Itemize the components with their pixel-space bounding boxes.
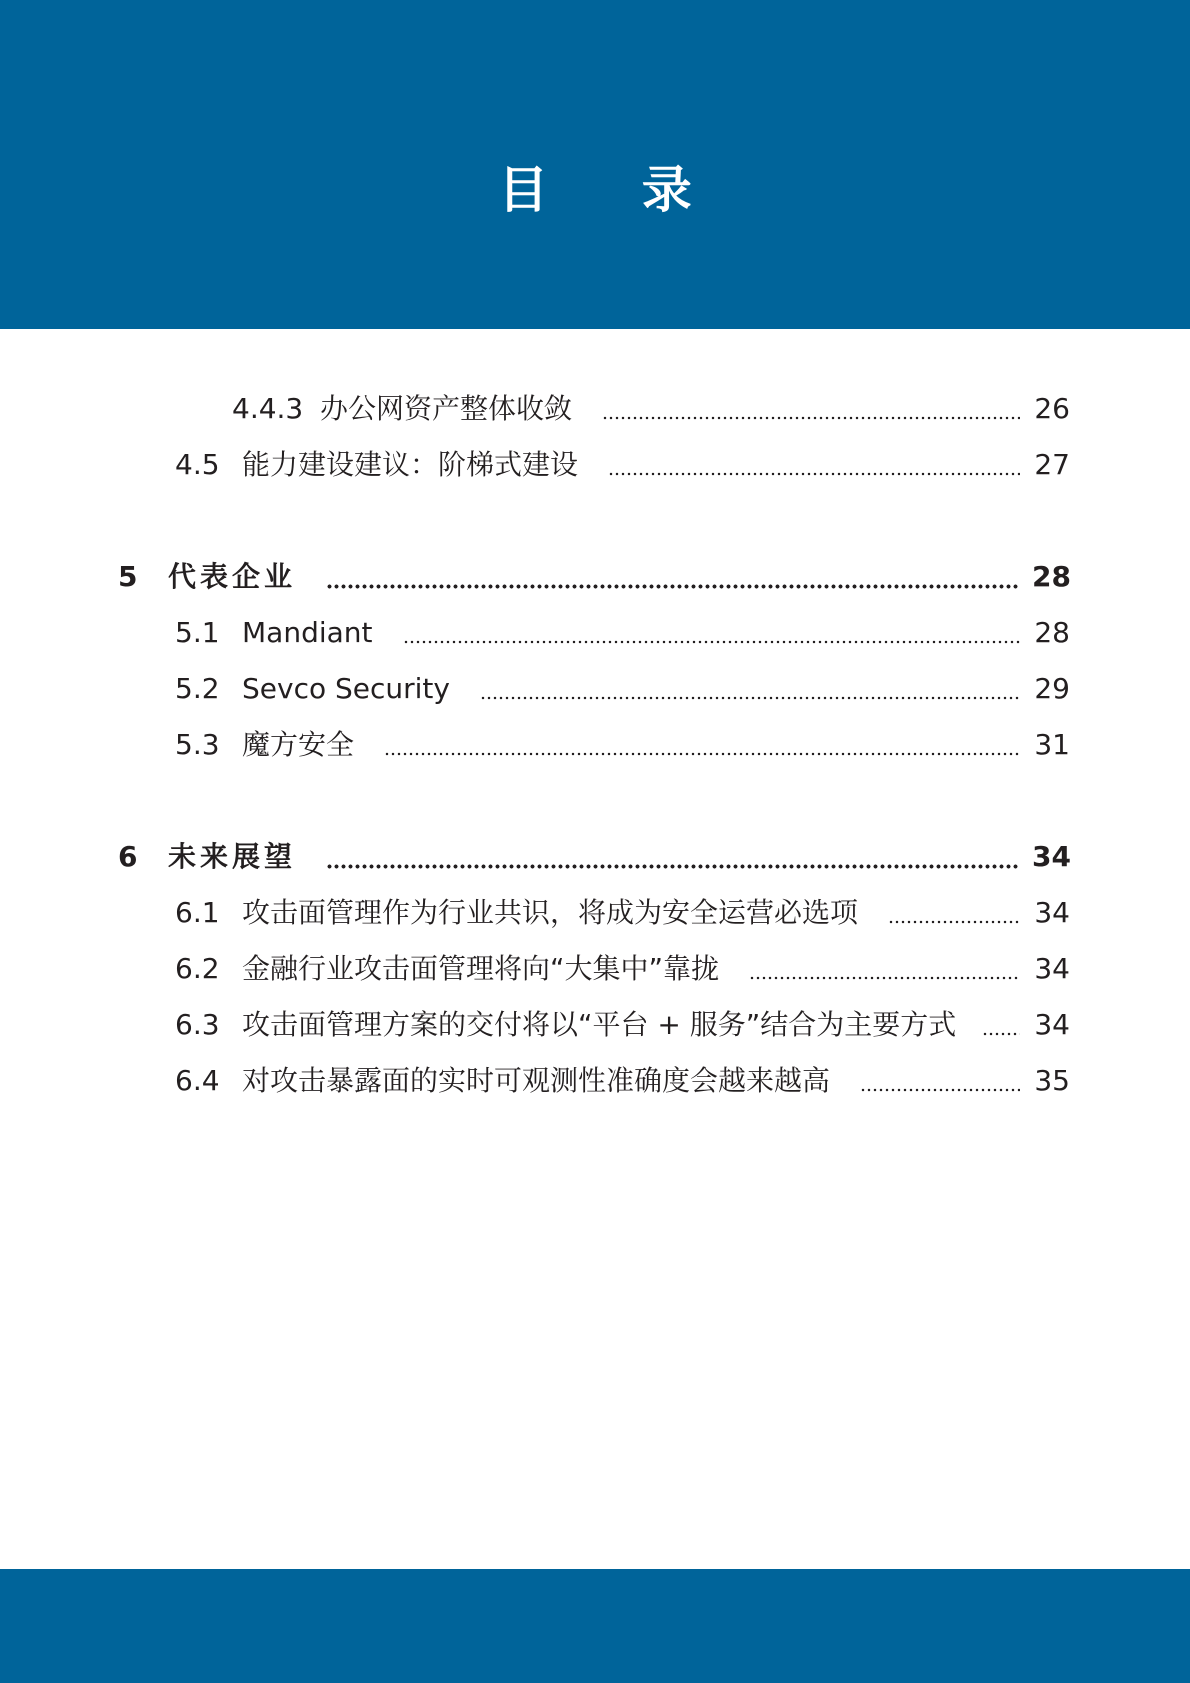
toc-entry-4-5[interactable] bbox=[175, 443, 1070, 487]
dot-leader bbox=[326, 859, 1018, 873]
toc-entry-5[interactable] bbox=[118, 555, 1071, 599]
dot-leader bbox=[860, 1083, 1020, 1097]
toc-entry-page: 31 bbox=[1034, 728, 1070, 761]
toc-entry-number: 6.3 bbox=[175, 1008, 220, 1041]
toc-entry-6[interactable] bbox=[118, 835, 1071, 879]
toc-entry-page: 35 bbox=[1034, 1064, 1070, 1097]
toc-entry-label: 攻击面管理方案的交付将以“平台 + 服务”结合为主要方式 bbox=[242, 1008, 957, 1041]
toc-entry-label: 未来展望 bbox=[168, 840, 297, 873]
toc-entry-label: Mandiant bbox=[242, 616, 373, 649]
toc-entry-number: 6.4 bbox=[175, 1064, 220, 1097]
toc-entry-page: 34 bbox=[1034, 896, 1070, 929]
toc-entry-number: 6.1 bbox=[175, 896, 220, 929]
toc-entry-page: 29 bbox=[1034, 672, 1070, 705]
toc-entry-number: 4.4.3 bbox=[232, 392, 304, 425]
toc-entry-6-2[interactable] bbox=[175, 947, 1070, 991]
toc-entry-6-1[interactable] bbox=[175, 891, 1070, 935]
toc-entry-number: 4.5 bbox=[175, 448, 220, 481]
toc-entry-5-1[interactable] bbox=[175, 611, 1070, 655]
page-title: 目 录 bbox=[498, 161, 730, 219]
toc-entry-6-4[interactable] bbox=[175, 1059, 1070, 1103]
toc-entry-page: 34 bbox=[1034, 952, 1070, 985]
dot-leader bbox=[888, 915, 1020, 929]
header-band bbox=[0, 0, 1190, 329]
toc-entry-number: 5.3 bbox=[175, 728, 220, 761]
toc-entry-label: 对攻击暴露面的实时可观测性准确度会越来越高 bbox=[242, 1064, 831, 1097]
toc-entry-5-2[interactable] bbox=[175, 667, 1070, 711]
toc-entry-5-3[interactable] bbox=[175, 723, 1070, 767]
toc-entry-page: 34 bbox=[1032, 840, 1071, 873]
toc-entry-label: 代表企业 bbox=[168, 560, 297, 593]
toc-entry-label: 办公网资产整体收敛 bbox=[320, 392, 573, 425]
toc-entry-label: Sevco Security bbox=[242, 672, 450, 705]
toc-entry-page: 34 bbox=[1034, 1008, 1070, 1041]
toc-entry-number: 5.2 bbox=[175, 672, 220, 705]
dot-leader bbox=[982, 1027, 1020, 1041]
dot-leader bbox=[480, 691, 1020, 705]
toc-entry-number: 6 bbox=[118, 840, 138, 873]
toc-entry-number: 5 bbox=[118, 560, 138, 593]
toc-entry-label: 魔方安全 bbox=[242, 728, 355, 761]
dot-leader bbox=[384, 747, 1020, 761]
toc-entry-6-3[interactable] bbox=[175, 1003, 1070, 1047]
toc-entry-page: 27 bbox=[1034, 448, 1070, 481]
toc-entry-page: 28 bbox=[1034, 616, 1070, 649]
dot-leader bbox=[749, 971, 1020, 985]
dot-leader bbox=[326, 579, 1018, 593]
toc-entry-number: 6.2 bbox=[175, 952, 220, 985]
dot-leader bbox=[403, 635, 1021, 649]
footer-band bbox=[0, 1569, 1190, 1683]
toc-entry-page: 28 bbox=[1032, 560, 1071, 593]
toc-entry-number: 5.1 bbox=[175, 616, 220, 649]
toc-entry-label: 攻击面管理作为行业共识，将成为安全运营必选项 bbox=[242, 896, 859, 929]
toc-entry-4-4-3[interactable] bbox=[232, 387, 1070, 431]
toc-entry-label: 能力建设建议：阶梯式建设 bbox=[242, 448, 579, 481]
dot-leader bbox=[602, 411, 1020, 425]
toc-entry-label: 金融行业攻击面管理将向“大集中”靠拢 bbox=[242, 952, 720, 985]
dot-leader bbox=[608, 467, 1020, 481]
toc-entry-page: 26 bbox=[1034, 392, 1070, 425]
